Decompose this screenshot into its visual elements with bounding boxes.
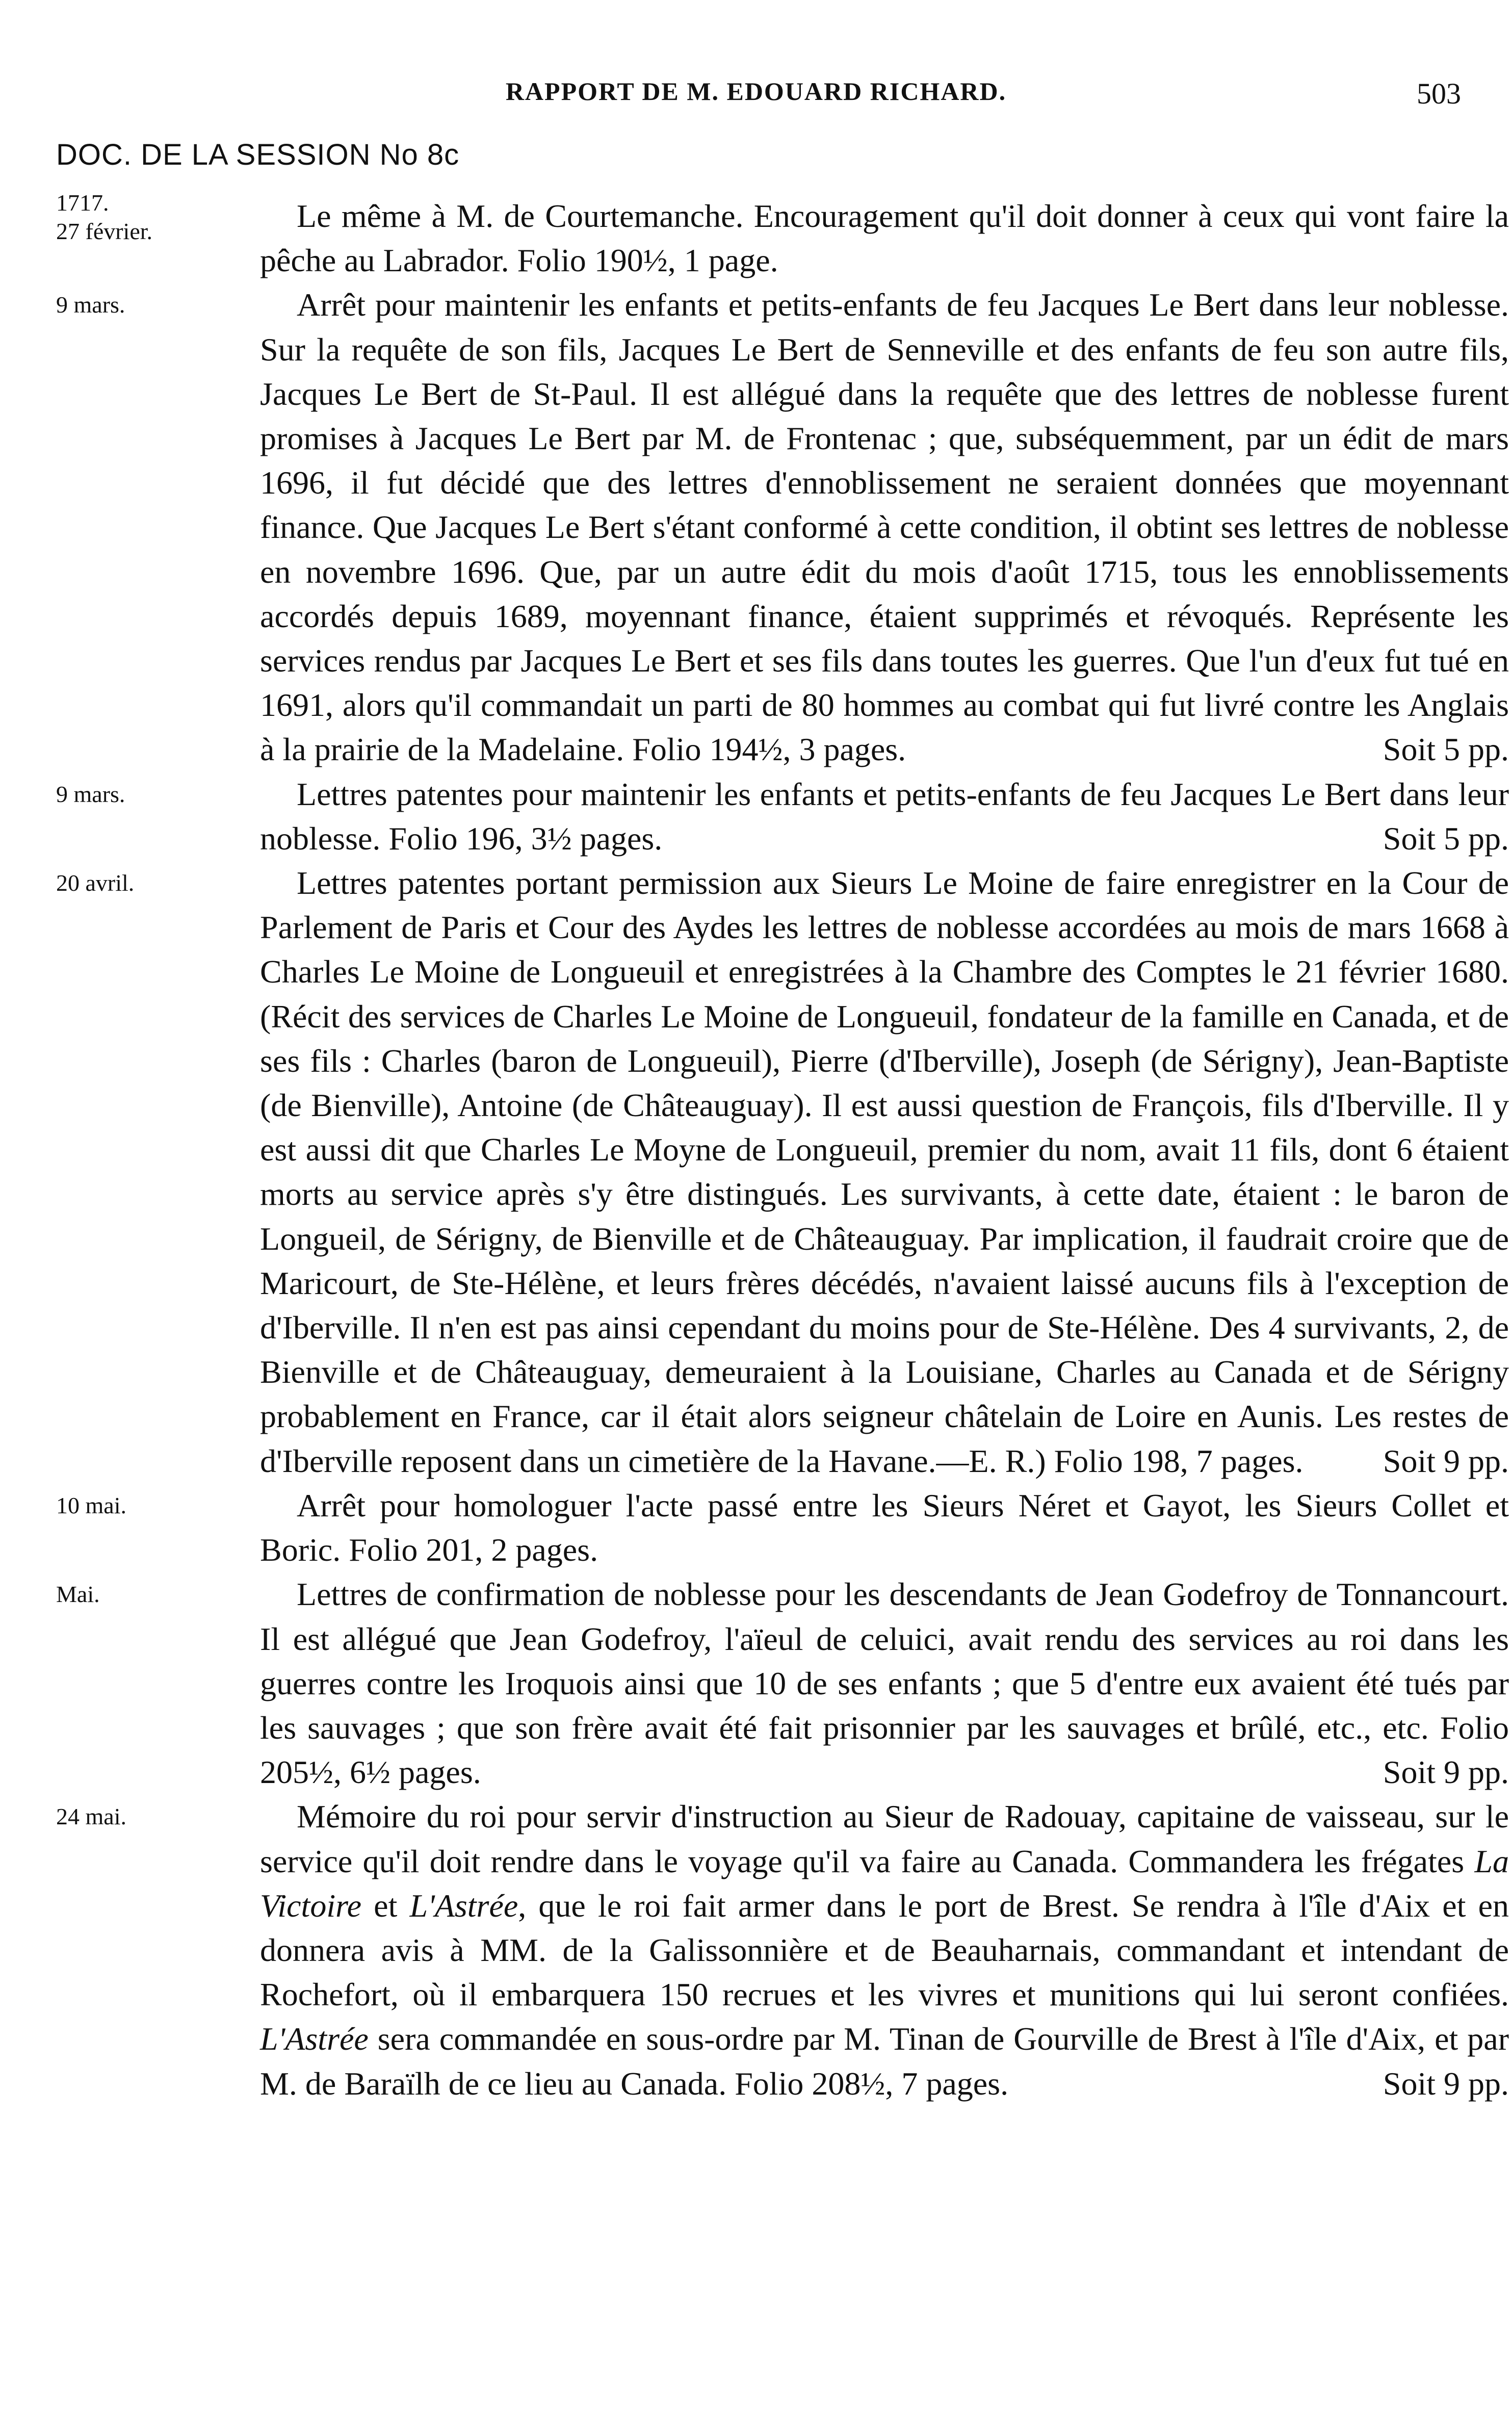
page-number: 503 xyxy=(1417,77,1461,110)
entry-text xyxy=(260,282,1509,771)
entry-list xyxy=(56,190,1509,2106)
entry-soit: Soit 5 pp. xyxy=(1383,820,1509,857)
entry-date: 24 mai. xyxy=(56,1803,126,1830)
entry-text-content: Lettres patentes portant permission aux Sieurs Le Moine de faire enregistrer en la Cour de Parlement de Paris et Cour des Aydes les lettres de noblesse accordées au mois de mars 1668 à Charles Le Moine de Longueuil et enregistrées à la Chambre des Comptes le 21 février 1680. (Récit des services de Charles Le Moine de Longueuil, fondateur de la famille en Canada, et de ses fils : Charles (baron de Longueuil), Pierre (d'Iberville), Joseph (de Sérigny), Jean-Baptiste (de Bienville), Antoine (de Châteauguay). Il est aussi question de François, fils d'Iberville. Il y est aussi dit que Charles Le Moyne de Longueuil, premier du nom, avait 11 fils, dont 6 étaient morts au service après s'y être distingués. Les survivants, à cette date, étaient : le baron de Longueil, de Sérigny, de Bienville et de Châteauguay. Par implication, il faudrait croire que de Maricourt, de Ste-Hélène, et leurs frères décédés, n'avaient laissé aucuns fils à l'exception de d'Iberville. Il n'en est pas ainsi cependant du moins pour de Ste-Hélène. Des 4 survivants, 2, de Bienville et de Châteauguay, demeuraient à la Louisiane, Charles au Canada et de Sérigny probablement en France, car il était alors seigneur châtelain de Loire en Aunis. Les restes de d'Iberville reposent dans un cimetière de la Havane.—E. R.) Folio 198, 7 pages. xyxy=(260,865,1509,1479)
entry-date: 9 mars. xyxy=(56,781,125,807)
entry-text xyxy=(260,861,1509,1483)
entry-1717-27-fevrier xyxy=(56,190,1509,282)
entry-9-mars-lettres xyxy=(56,772,1509,861)
entry-date: 9 mars. xyxy=(56,292,125,318)
entry-text-content: Lettres de confirmation de noblesse pour les descendants de Jean Godefroy de Tonnancourt. Il est allégué que Jean Godefroy, l'aïeul de celuici, avait rendu des services au roi dans les guerres contre les Iroquois ainsi que 10 de ses enfants ; que 5 d'entre eux avaient été tués par les sauvages ; que son frère avait été fait prisonnier par les sauvages et brûlé, etc., etc. Folio 205½, 6½ pages. xyxy=(260,1576,1509,1791)
entry-date: Mai. xyxy=(56,1581,100,1608)
entry-9-mars-arret xyxy=(56,282,1509,771)
entry-mai xyxy=(56,1572,1509,1794)
entry-soit: Soit 9 pp. xyxy=(1383,1442,1509,1479)
entry-date: 1717. 27 février. xyxy=(56,190,153,244)
doc-session-label: DOC. DE LA SESSION No 8c xyxy=(56,138,460,171)
entry-soit: Soit 5 pp. xyxy=(1383,731,1509,768)
entry-text xyxy=(260,1572,1509,1794)
entry-text-content: Arrêt pour homologuer l'acte passé entre les Sieurs Néret et Gayot, les Sieurs Collet et Boric. Folio 201, 2 pages. xyxy=(260,1487,1509,1568)
entry-20-avril xyxy=(56,861,1509,1483)
entry-text-content: Arrêt pour maintenir les enfants et petits-enfants de feu Jacques Le Bert dans leur noblesse. Sur la requête de son fils, Jacques Le Bert de Senneville et des enfants de feu son autre fils, Jacques Le Bert de St-Paul. Il est allégué dans la requête que des lettres de noblesse furent promises à Jacques Le Bert par M. de Frontenac ; que, subséquemment, par un édit de mars 1696, il fut décidé que des lettres d'ennoblissement ne seraient données que moyennant finance. Que Jacques Le Bert s'étant conformé à cette condition, il obtint ses lettres de noblesse en novembre 1696. Que, par un autre édit du mois d'août 1715, tous les ennoblissements accordés depuis 1689, moyennant finance, étaient supprimés et révoqués. Représente les services rendus par Jacques Le Bert et ses fils dans toutes les guerres. Que l'un d'eux fut tué en 1691, alors qu'il commandait un parti de 80 hommes au combat qui fut livré contre les Anglais à la prairie de la Madelaine. Folio 194½, 3 pages. xyxy=(260,287,1509,768)
entry-text xyxy=(260,194,1509,282)
entry-soit: Soit 9 pp. xyxy=(1383,1754,1509,1791)
entry-text xyxy=(260,772,1509,861)
entry-date: 20 avril. xyxy=(56,870,135,896)
entry-text-content: Le même à M. de Courtemanche. Encouragement qu'il doit donner à ceux qui vont faire la pêche au Labrador. Folio 190½, 1 page. xyxy=(260,198,1509,279)
entry-text xyxy=(260,1794,1509,2105)
entry-text-content: Lettres patentes pour maintenir les enfants et petits-enfants de feu Jacques Le Bert dans leur noblesse. Folio 196, 3½ pages. xyxy=(260,776,1509,857)
entry-date: 10 mai. xyxy=(56,1492,126,1518)
entry-10-mai xyxy=(56,1483,1509,1572)
entry-text-content: Mémoire du roi pour servir d'instruction au Sieur de Radouay, capitaine de vaisseau, sur le service qu'il doit rendre dans le voyage qu'il va faire au Canada. Commandera les frégates La Victoire et L'Astrée, que le roi fait armer dans le port de Brest. Se rendra à l'île d'Aix et en donnera avis à MM. de la Galissonnière et de Beauharnais, commandant et intendant de Rochefort, où il embarquera 150 recrues et les vivres et munitions qui lui seront confiées. L'Astrée sera commandée en sous-ordre par M. Tinan de Gourville de Brest à l'île d'Aix, et par M. de Baraïlh de ce lieu au Canada. Folio 208½, 7 pages. xyxy=(260,1798,1509,2102)
entry-24-mai xyxy=(56,1794,1509,2105)
running-title: RAPPORT DE M. EDOUARD RICHARD. xyxy=(505,77,1007,106)
page-header xyxy=(0,76,1512,117)
entry-soit: Soit 9 pp. xyxy=(1383,2065,1509,2102)
entry-text xyxy=(260,1483,1509,1572)
